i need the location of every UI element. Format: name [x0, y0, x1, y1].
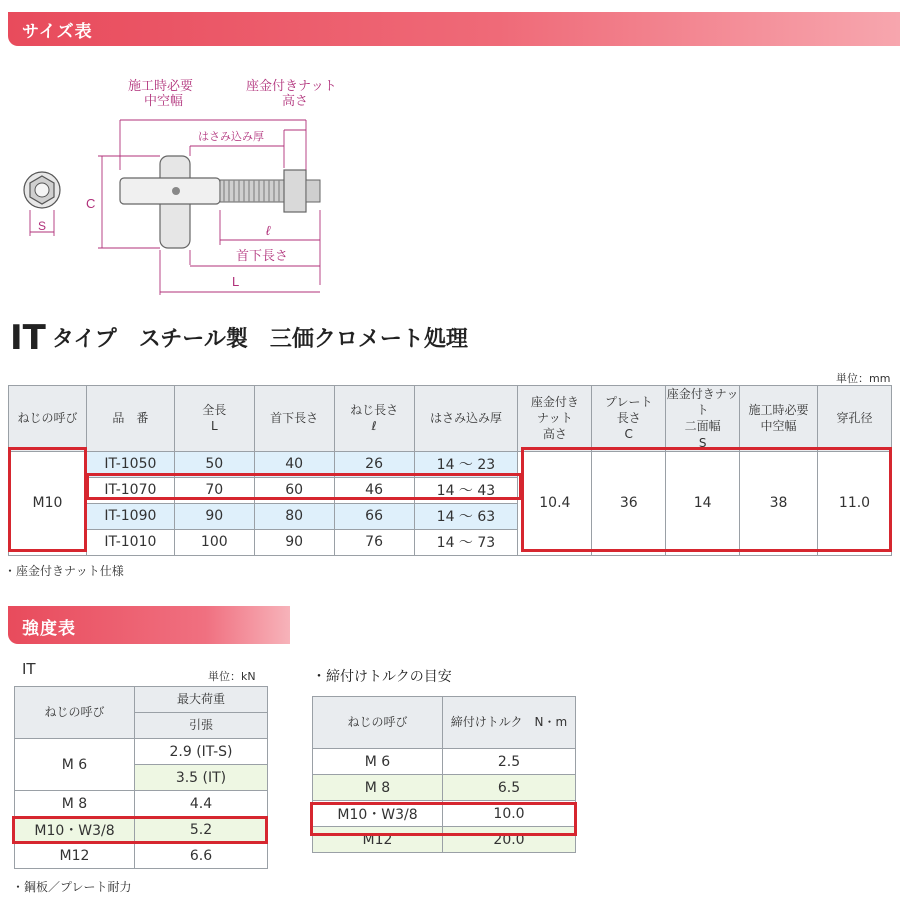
value-cell: 6.6: [135, 843, 268, 869]
nut-end-view: [24, 172, 60, 208]
header-thread: ねじの呼び: [9, 386, 87, 452]
dim-label-nut-height-1: 座金付きナット: [246, 78, 337, 93]
thread-cell: M 6: [313, 749, 443, 775]
table-row: [313, 775, 576, 801]
header-nut-width: 座金付きナット 二面幅 S: [666, 387, 739, 450]
value-cell: 100: [174, 529, 254, 555]
thread-cell: M10: [9, 451, 87, 555]
dim-label-clamp: はさみ込み厚: [198, 131, 264, 143]
bolt-dimension-diagram: [20, 70, 360, 300]
product-title-desc: タイプ スチール製 三価クロメート処理: [51, 327, 468, 352]
value-cell: 76: [334, 529, 414, 555]
shared-value-cell: 36: [592, 451, 666, 555]
value-cell: 66: [334, 503, 414, 529]
shared-value-cell: 11.0: [818, 451, 892, 555]
strength-section-header: [8, 606, 290, 644]
thread-cell: M10・W3/8: [15, 817, 135, 843]
thread-cell: M12: [15, 843, 135, 869]
dim-label-l: L: [232, 274, 240, 289]
thread-cell: M12: [313, 827, 443, 853]
value-cell: 80: [254, 503, 334, 529]
dim-label-neck: 首下長さ: [236, 248, 289, 263]
thread-cell: M 6: [15, 739, 135, 791]
table-row: [9, 451, 892, 477]
size-section-header: [8, 12, 900, 46]
strength-table-unit: 単位：kN: [208, 670, 256, 683]
table-row: [15, 791, 268, 817]
dim-label-thread: ℓ: [266, 223, 271, 238]
value-cell: 2.9 (IT-S): [135, 739, 268, 765]
header-neck-length: 首下長さ: [254, 386, 334, 452]
value-cell: 14 ～ 73: [414, 529, 518, 555]
shared-value-cell: 14: [666, 451, 740, 555]
header-clamp-thickness: はさみ込み厚: [414, 386, 518, 452]
dim-label-hollow-width-1: 施工時必要: [128, 78, 194, 93]
torque-header-row: [313, 697, 576, 749]
value-cell: 4.4: [135, 791, 268, 817]
table-row: [15, 739, 268, 765]
value-cell: 10.0: [443, 801, 576, 827]
table-row: [15, 817, 268, 843]
torque-title: ・締付けトルクの目安: [312, 669, 452, 685]
value-cell: 60: [254, 477, 334, 503]
value-cell: 26: [334, 451, 414, 477]
shared-value-cell: 38: [740, 451, 818, 555]
part-number-cell: IT-1070: [86, 477, 174, 503]
thread-cell: M 8: [15, 791, 135, 817]
value-cell: 14 ～ 23: [414, 451, 518, 477]
header-torque: 締付けトルク N・m: [443, 697, 576, 749]
strength-table-label: IT: [22, 660, 36, 678]
dim-label-s: S: [38, 219, 47, 233]
size-table: [8, 385, 892, 556]
table-row: [313, 801, 576, 827]
thread-cell: M10・W3/8: [313, 801, 443, 827]
shared-value-cell: 10.4: [518, 451, 592, 555]
torque-table: [312, 696, 576, 853]
header-length: 全長 L: [174, 386, 254, 452]
value-cell: 3.5 (IT): [135, 765, 268, 791]
header-max-load: 最大荷重: [135, 687, 268, 713]
strength-table: [14, 686, 268, 869]
size-section-title: サイズ表: [22, 22, 93, 42]
value-cell: 20.0: [443, 827, 576, 853]
header-nut-height: 座金付き ナット 高さ: [518, 386, 592, 452]
dim-label-hollow-width-2: 中空幅: [144, 93, 184, 108]
size-table-note: ・座金付きナット仕様: [4, 564, 124, 578]
dim-label-c: C: [86, 196, 96, 211]
part-number-cell: IT-1010: [86, 529, 174, 555]
part-number-cell: IT-1090: [86, 503, 174, 529]
table-row: [15, 843, 268, 869]
value-cell: 50: [174, 451, 254, 477]
value-cell: 6.5: [443, 775, 576, 801]
header-thread: ねじの呼び: [15, 687, 135, 739]
table-row: [313, 827, 576, 853]
dim-label-nut-height-2: 高さ: [282, 93, 309, 108]
header-thread: ねじの呼び: [313, 697, 443, 749]
value-cell: 90: [254, 529, 334, 555]
value-cell: 70: [174, 477, 254, 503]
table-row: [313, 749, 576, 775]
strength-table-note: ・鋼板／プレート耐力: [12, 880, 132, 894]
value-cell: 46: [334, 477, 414, 503]
value-cell: 14 ～ 43: [414, 477, 518, 503]
value-cell: 2.5: [443, 749, 576, 775]
product-title-type: IT: [10, 318, 46, 358]
size-table-header-row: [9, 386, 892, 452]
header-plate-length: プレート 長さ C: [592, 386, 666, 452]
thread-cell: M 8: [313, 775, 443, 801]
product-title: [10, 318, 468, 358]
header-tension: 引張: [135, 713, 268, 739]
size-table-unit: 単位：mm: [836, 372, 891, 385]
strength-header-row: [15, 687, 268, 713]
value-cell: 40: [254, 451, 334, 477]
bolt-body: [120, 170, 320, 212]
value-cell: 5.2: [135, 817, 268, 843]
value-cell: 14 ～ 63: [414, 503, 518, 529]
header-drill-diameter: 穿孔径: [818, 386, 892, 452]
value-cell: 90: [174, 503, 254, 529]
header-hollow-width: 施工時必要 中空幅: [740, 386, 818, 452]
header-part-number: 品 番: [86, 386, 174, 452]
part-number-cell: IT-1050: [86, 451, 174, 477]
header-thread-length: ねじ長さ ℓ: [334, 386, 414, 452]
strength-section-title: 強度表: [22, 619, 76, 639]
